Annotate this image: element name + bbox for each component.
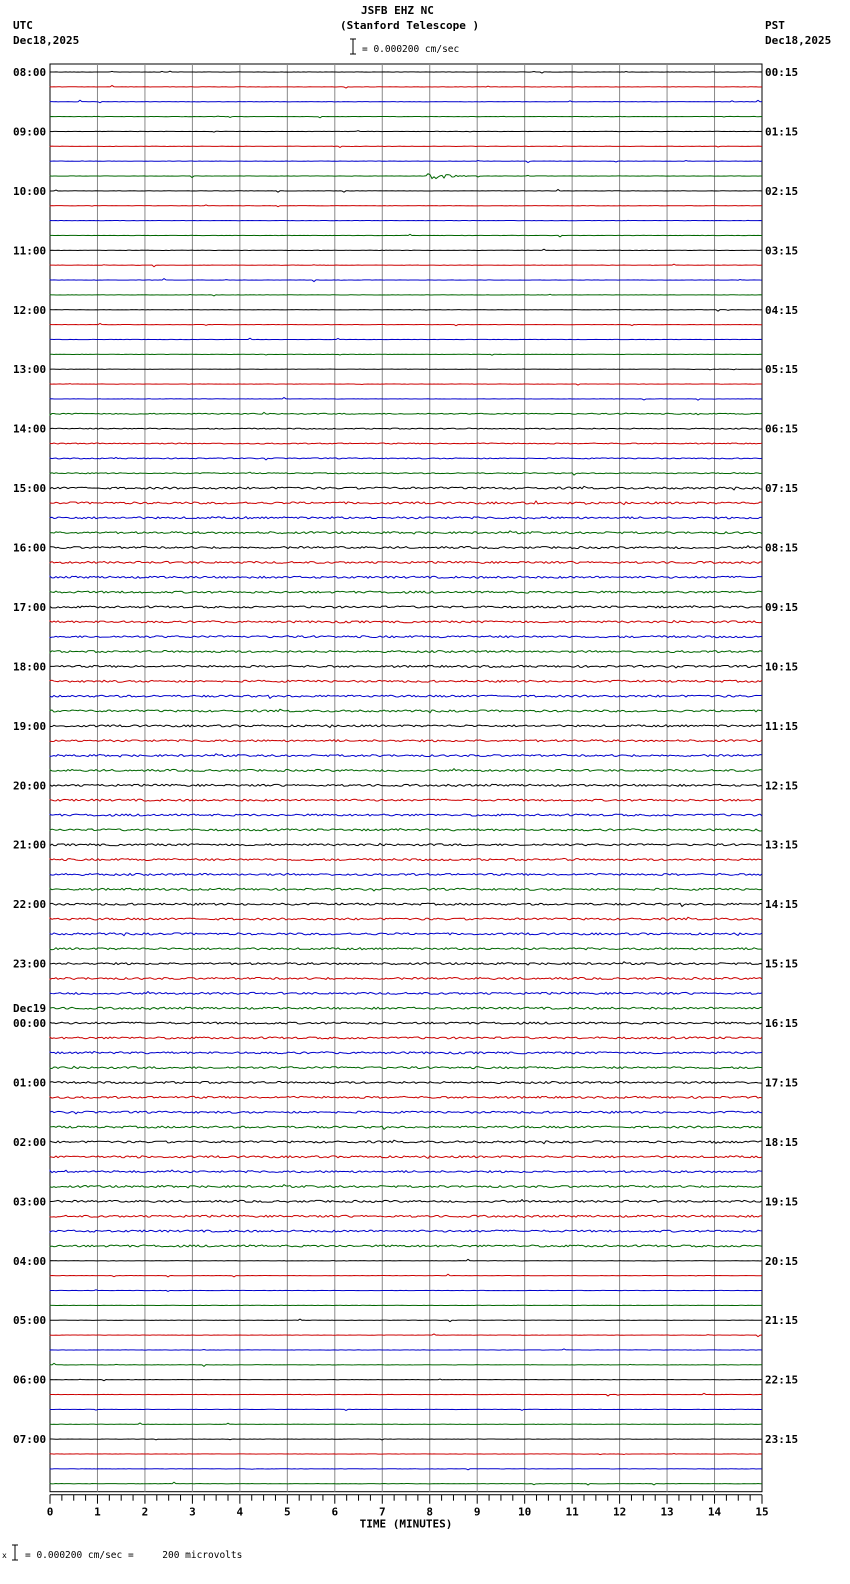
trace-5 (50, 146, 762, 147)
trace-75 (50, 1185, 762, 1188)
x-tick-label: 9 (473, 1505, 481, 1519)
trace-55 (50, 888, 762, 891)
right-hour-label: 09:15 (765, 600, 799, 614)
trace-80 (50, 1259, 762, 1261)
plot-grid (50, 64, 762, 1492)
trace-24 (50, 428, 762, 429)
x-tick-label: 3 (189, 1505, 196, 1519)
right-hour-label: 16:15 (765, 1017, 799, 1031)
trace-93 (50, 1454, 762, 1455)
trace-47 (50, 769, 762, 772)
x-axis-title: TIME (MINUTES) (359, 1517, 453, 1531)
x-tick-label: 6 (331, 1505, 339, 1519)
left-hour-label: 12:00 (13, 303, 47, 317)
left-hour-label: 03:00 (13, 1195, 47, 1209)
trace-78 (50, 1230, 762, 1232)
left-hour-label: 00:00 (13, 1017, 47, 1031)
trace-3 (50, 116, 762, 118)
trace-59 (50, 948, 762, 950)
trace-46 (50, 754, 762, 757)
trace-66 (50, 1051, 762, 1054)
right-hour-label: 13:15 (765, 838, 799, 852)
trace-29 (50, 501, 762, 505)
right-hour-label: 12:15 (765, 779, 799, 793)
trace-7 (50, 174, 762, 179)
trace-34 (50, 576, 762, 578)
trace-50 (50, 814, 762, 816)
trace-36 (50, 606, 762, 608)
trace-76 (50, 1200, 762, 1203)
right-date: Dec18,2025 (765, 34, 832, 47)
trace-8 (50, 189, 762, 192)
right-hour-label: 04:15 (765, 303, 799, 317)
right-timezone: PST (765, 19, 785, 32)
trace-45 (50, 740, 762, 742)
left-hour-label: 01:00 (13, 1076, 47, 1090)
date-change-label: Dec19 (13, 1002, 47, 1016)
right-hour-label: 10:15 (765, 660, 799, 674)
left-hour-label: 15:00 (13, 482, 47, 496)
trace-19 (50, 354, 762, 355)
trace-52 (50, 843, 762, 845)
right-hour-label: 14:15 (765, 898, 799, 912)
footer-scale-note: = 0.000200 cm/sec = 200 microvolts (25, 1550, 243, 1561)
x-tick-label: 8 (426, 1505, 434, 1519)
trace-69 (50, 1096, 762, 1098)
trace-28 (50, 486, 762, 489)
x-tick-label: 15 (755, 1505, 769, 1519)
left-hour-label: 17:00 (13, 600, 47, 614)
trace-17 (50, 323, 762, 325)
trace-43 (50, 709, 762, 712)
right-hour-label: 23:15 (765, 1433, 799, 1447)
x-tick-label: 0 (46, 1505, 54, 1519)
right-hour-label: 08:15 (765, 541, 799, 555)
x-tick-label: 7 (378, 1505, 386, 1519)
trace-74 (50, 1170, 762, 1173)
footer-scale-bar-icon (10, 1544, 20, 1562)
trace-13 (50, 264, 762, 267)
trace-21 (50, 384, 762, 385)
trace-27 (50, 472, 762, 475)
trace-82 (50, 1290, 762, 1292)
trace-16 (50, 310, 762, 312)
x-tick-label: 10 (518, 1505, 532, 1519)
x-tick-label: 14 (707, 1505, 722, 1519)
right-hour-label: 00:15 (765, 66, 799, 79)
trace-67 (50, 1066, 762, 1068)
station-title: JSFB EHZ NC (361, 4, 434, 17)
right-hour-label: 17:15 (765, 1076, 799, 1090)
trace-87 (50, 1363, 762, 1366)
trace-22 (50, 397, 762, 400)
trace-39 (50, 651, 762, 653)
trace-65 (50, 1037, 762, 1039)
left-hour-label: 07:00 (13, 1433, 47, 1447)
trace-18 (50, 338, 762, 340)
x-tick-label: 12 (612, 1505, 627, 1519)
right-hour-label: 22:15 (765, 1373, 799, 1387)
left-hour-label: 04:00 (13, 1254, 47, 1268)
trace-48 (50, 784, 762, 786)
trace-94 (50, 1469, 762, 1470)
trace-64 (50, 1022, 762, 1024)
right-hour-label: 21:15 (765, 1314, 799, 1328)
trace-40 (50, 665, 762, 668)
left-timezone: UTC (13, 19, 33, 32)
trace-86 (50, 1349, 762, 1350)
trace-61 (50, 977, 762, 979)
left-hour-label: 08:00 (13, 66, 47, 79)
plot-frame (50, 64, 762, 1492)
left-hour-label: 23:00 (13, 957, 47, 971)
trace-1 (50, 85, 762, 88)
trace-57 (50, 917, 762, 920)
trace-26 (50, 457, 762, 459)
trace-71 (50, 1126, 762, 1129)
left-hour-label: 05:00 (13, 1314, 47, 1328)
trace-53 (50, 858, 762, 860)
trace-35 (50, 591, 762, 593)
left-hour-label: 10:00 (13, 184, 47, 198)
trace-91 (50, 1423, 762, 1425)
left-hour-label: 13:00 (13, 363, 47, 377)
trace-6 (50, 160, 762, 162)
trace-14 (50, 279, 762, 282)
left-hour-label: 20:00 (13, 779, 47, 793)
trace-84 (50, 1319, 762, 1322)
trace-90 (50, 1409, 762, 1410)
footer-prefix: x (2, 1551, 7, 1560)
trace-89 (50, 1393, 762, 1396)
trace-41 (50, 680, 762, 682)
trace-0 (50, 71, 762, 73)
trace-30 (50, 517, 762, 519)
x-axis (47, 1495, 769, 1531)
x-tick-label: 11 (565, 1505, 579, 1519)
trace-group (50, 71, 762, 1485)
trace-9 (50, 205, 762, 207)
right-hour-label: 19:15 (765, 1195, 799, 1209)
right-hour-label: 20:15 (765, 1254, 799, 1268)
trace-54 (50, 873, 762, 875)
left-hour-label: 16:00 (13, 541, 47, 555)
right-hour-label: 18:15 (765, 1135, 799, 1149)
left-hour-label: 09:00 (13, 125, 47, 139)
x-tick-label: 4 (236, 1505, 244, 1519)
trace-49 (50, 799, 762, 801)
left-hour-label: 06:00 (13, 1373, 47, 1387)
trace-56 (50, 903, 762, 906)
right-hour-label: 01:15 (765, 125, 799, 139)
left-hour-label: 21:00 (13, 838, 47, 852)
left-date: Dec18,2025 (13, 34, 80, 47)
trace-23 (50, 412, 762, 415)
trace-51 (50, 829, 762, 832)
trace-25 (50, 443, 762, 444)
trace-38 (50, 636, 762, 638)
trace-11 (50, 234, 762, 237)
trace-2 (50, 100, 762, 102)
right-hour-label: 05:15 (765, 363, 799, 377)
trace-37 (50, 621, 762, 624)
trace-72 (50, 1140, 762, 1143)
right-hour-label: 11:15 (765, 719, 799, 733)
station-location: (Stanford Telescope ) (340, 19, 480, 32)
trace-42 (50, 695, 762, 698)
trace-95 (50, 1482, 762, 1485)
x-tick-label: 13 (660, 1505, 674, 1519)
x-tick-label: 1 (94, 1505, 101, 1519)
left-hour-label: 02:00 (13, 1135, 47, 1149)
left-hour-label: 18:00 (13, 660, 47, 674)
trace-12 (50, 249, 762, 250)
trace-77 (50, 1215, 762, 1217)
trace-15 (50, 294, 762, 296)
trace-20 (50, 369, 762, 370)
trace-68 (50, 1081, 762, 1083)
trace-33 (50, 561, 762, 563)
right-hour-label: 15:15 (765, 957, 799, 971)
trace-92 (50, 1439, 762, 1440)
left-hour-label: 14:00 (13, 422, 47, 436)
scale-label: = 0.000200 cm/sec (362, 44, 460, 55)
trace-70 (50, 1111, 762, 1114)
trace-62 (50, 992, 762, 995)
left-hour-label: 22:00 (13, 898, 47, 912)
right-hour-label: 07:15 (765, 482, 799, 496)
right-hour-label: 03:15 (765, 244, 799, 258)
trace-60 (50, 962, 762, 965)
trace-79 (50, 1245, 762, 1247)
trace-44 (50, 725, 762, 728)
trace-58 (50, 933, 762, 936)
trace-63 (50, 1007, 762, 1009)
trace-32 (50, 546, 762, 549)
x-tick-label: 5 (284, 1505, 291, 1519)
left-hour-label: 11:00 (13, 244, 47, 258)
trace-88 (50, 1379, 762, 1381)
trace-73 (50, 1156, 762, 1159)
trace-85 (50, 1334, 762, 1337)
trace-31 (50, 531, 762, 534)
right-hour-label: 06:15 (765, 422, 799, 436)
x-tick-label: 2 (141, 1505, 149, 1519)
trace-4 (50, 131, 762, 132)
right-hour-label: 02:15 (765, 184, 799, 198)
left-hour-label: 19:00 (13, 719, 47, 733)
trace-81 (50, 1274, 762, 1277)
